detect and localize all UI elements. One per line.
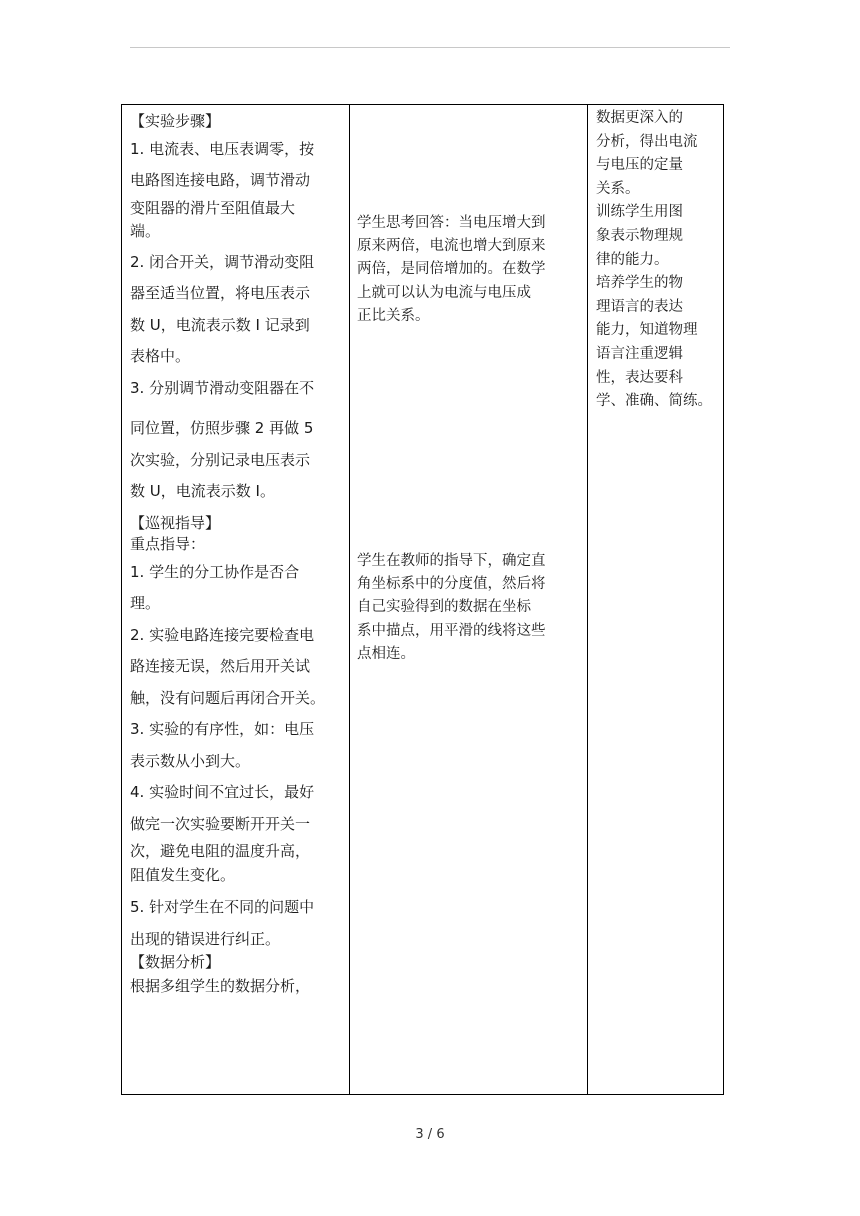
header-rule: [130, 47, 730, 48]
step-3: 3. 分别调节滑动变阻器在不 同位置，仿照步骤 2 再做 5 次实验，分别记录电压表示 数 U，电流表示数 I。: [130, 378, 315, 500]
guide-3: 3. 实验的有序性，如：电压 表示数从小到大。: [130, 720, 315, 770]
step-1: 1. 电流表、电压表调零，按 电路图连接电路，调节滑动: [130, 139, 315, 189]
page-number: 3 / 6: [415, 1127, 445, 1142]
table-row: [122, 105, 724, 1095]
guide-4-cont: 次，避免电阻的温度升高， 阻值发生变化。: [130, 842, 311, 884]
guide-4: 4. 实验时间不宜过长，最好 做完一次实验要断开开关一: [130, 783, 315, 833]
steps-heading: 【实验步骤】: [130, 112, 221, 130]
student-activity-cell: [350, 105, 588, 1095]
step-1-cont: 变阻器的滑片至阻值最大 端。: [130, 198, 296, 240]
student-answer-block: 学生思考回答：当电压增大到 原来两倍，电流也增大到原来 两倍，是同倍增加的。在数学 上就可以认为电流与电压成 正比关系。: [357, 215, 546, 324]
guide-1: 1. 学生的分工协作是否合 理。: [130, 562, 300, 612]
student-plotting-block: 学生在教师的指导下，确定直 角坐标系中的分度值，然后将 自己实验得到的数据在坐标 系中描点，用平滑的线将这些 点相连。: [357, 553, 546, 662]
key-guide-label: 重点指导：: [130, 535, 206, 553]
guide-2: 2. 实验电路连接完要检查电 路连接无误，然后用开关试 触，没有问题后再闭合开关。: [130, 625, 326, 707]
step-2: 2. 闭合开关，调节滑动变阻 器至适当位置，将电压表示 数 U，电流表示数 I 记录到 表格中。: [130, 252, 315, 365]
guide-heading: 【巡视指导】: [130, 513, 221, 532]
analysis-heading: 【数据分析】: [130, 953, 221, 971]
teacher-activity-cell: [122, 105, 350, 1095]
design-intent-text: 数据更深入的 分析，得出电流 与电压的定量 关系。 训练学生用图 象表示物理规 律的能力。 培养学生的物 理语言的表达 能力，知道物理 语言注重逻辑 性，表达要科 学、准确、简练。: [596, 110, 712, 410]
guide-5: 5. 针对学生在不同的问题中 出现的错误进行纠正。: [130, 898, 315, 948]
lesson-table: [121, 104, 724, 1095]
analysis-section: 【数据分析】 根据多组学生的数据分析，: [130, 951, 349, 998]
design-intent-cell: [588, 105, 724, 1095]
